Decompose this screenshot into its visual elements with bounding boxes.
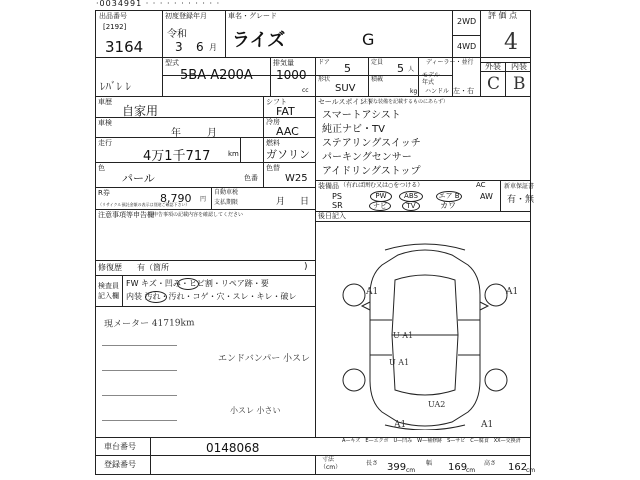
- dim-unit-2: cm: [466, 467, 476, 474]
- handle-label: ハンドル: [425, 88, 450, 95]
- drive-4wd: 4WD: [457, 42, 477, 51]
- hand-odo: 現メーター 41719km: [103, 318, 195, 330]
- inspector-line2: 内装 汚れ・汚れ・コゲ・穴・スレ・キレ・破レ: [126, 292, 297, 301]
- color-label: 色: [98, 164, 105, 172]
- doors-value: 5: [344, 62, 351, 75]
- top-strip: ·0034991 · · · · · · · · · · ·: [96, 0, 221, 8]
- dim-length: 399: [387, 462, 407, 473]
- shift-value: FAT: [276, 105, 295, 118]
- mark-ua2-rear: UA2: [428, 400, 446, 409]
- equip-sr: SR: [332, 201, 343, 210]
- color-value: パール: [122, 172, 155, 185]
- mark-a1-rl: A1: [394, 420, 407, 430]
- ac-label: 冷房: [266, 118, 280, 126]
- colorno-label: 色替: [266, 164, 280, 172]
- handle-opts: 左・右: [453, 87, 474, 95]
- mark-a1-fl: A1: [366, 287, 379, 297]
- inspector-label: 検査員: [98, 282, 119, 290]
- inspector-label2: 記入欄: [98, 292, 119, 300]
- recycle-note: （リサイクル預託金額の表示は別途ご確認下さい）: [98, 202, 190, 207]
- hand-line-1: [102, 345, 177, 346]
- rating-ext-label: 外装: [485, 62, 501, 71]
- dim-height-label: 高さ: [484, 460, 497, 467]
- rating-int-label: 内装: [511, 62, 527, 71]
- hand-note-1: エンドバンパー 小スレ: [218, 354, 311, 364]
- equip-navi: ナビ: [369, 201, 391, 211]
- notes-label: 注意事項等申告欄: [98, 211, 154, 219]
- tax-label2: 支払期限: [214, 199, 239, 206]
- dim-height: 162: [508, 462, 528, 473]
- colorno-code-label: 色番: [244, 174, 258, 182]
- dim-unit-1: cm: [406, 467, 416, 474]
- feature-item: 純正ナビ・TV: [322, 124, 385, 135]
- notes-small: 申告事項の記載内容を確認してください: [153, 212, 244, 218]
- dim-width-label: 幅: [426, 460, 433, 467]
- dim-length-label: 長さ: [366, 460, 379, 467]
- mark-a1-fr: A1: [506, 287, 519, 297]
- displacement-value: 1000: [276, 68, 307, 82]
- circled-mark-1: [177, 278, 199, 290]
- hand-line-4: [102, 420, 177, 421]
- inspection-label: 車検: [98, 119, 112, 127]
- hand-note-2: 小スレ 小さい: [230, 406, 281, 415]
- dim-label2: （cm）: [320, 464, 342, 471]
- equipment-note: （有れば囲む又は○をつける）: [340, 182, 424, 189]
- shape-label: 形状: [318, 76, 331, 83]
- dim-width: 169: [448, 462, 468, 473]
- equip-ac: AC: [476, 181, 486, 189]
- chassis-value: 0148068: [206, 441, 260, 455]
- diagram-legend: A—キズ E—エクボ U—凹み W—補修跡 S—サビ C—腐食 XX—交換済: [342, 438, 521, 444]
- first-reg-month-unit: 月: [209, 43, 217, 52]
- car-damage-diagram: [340, 240, 510, 430]
- equip-airbag: エア B: [436, 191, 462, 202]
- features-list: [322, 109, 421, 179]
- equip-pw: PW: [370, 191, 392, 202]
- recycle-value: 8,790: [160, 192, 192, 205]
- hand-mark: ﾚﾊﾞﾚ ﾚ: [100, 80, 131, 93]
- feature-item: アイドリングストップ: [322, 166, 421, 177]
- first-reg-label: 初度登録年月: [165, 12, 207, 20]
- equip-ps: PS: [332, 192, 342, 201]
- chassis-label: 車台番号: [104, 442, 136, 451]
- recycle-unit: 円: [200, 196, 207, 203]
- feature-item: ステアリングスイッチ: [322, 138, 421, 149]
- load-label: 積載: [371, 76, 384, 83]
- mileage-label: 走行: [98, 139, 112, 147]
- first-reg-month: 6: [196, 40, 204, 54]
- new-warranty-label: 新車保証書: [504, 183, 535, 190]
- first-reg-year: 3: [175, 40, 183, 54]
- mileage-unit: km: [228, 150, 239, 158]
- inspection-month-unit: 月: [207, 128, 217, 139]
- feature-item: パーキングセンサー: [322, 152, 412, 163]
- usage-label: 車歴: [98, 98, 112, 106]
- mileage-value: 4万1千717: [143, 149, 211, 164]
- fuel-value: ガソリン: [266, 148, 310, 161]
- equipment-label: 装備品: [318, 182, 339, 190]
- inspector-line1: FW キズ・凹み・ヒビ割・リペア跡・要: [126, 279, 269, 288]
- equip-aw: AW: [480, 192, 493, 201]
- repair-close: ): [304, 262, 308, 272]
- mark-ua1-door1: U A1: [393, 331, 414, 340]
- load-unit: kg: [410, 88, 418, 95]
- features-label: セールスポイント: [318, 98, 374, 106]
- dealer-label: ディーラー・並行: [426, 59, 474, 66]
- type-code-value: 5BA-A200A: [180, 68, 253, 83]
- repair-label: 修復歴: [98, 263, 122, 272]
- fuel-label: 燃料: [266, 139, 280, 147]
- equip-leather: カワ: [440, 201, 456, 210]
- dim-label1: 寸法: [322, 456, 335, 463]
- circled-mark-2: [145, 291, 167, 303]
- new-warranty-value: 有・無: [507, 195, 535, 205]
- dim-unit-3: cm: [526, 467, 536, 474]
- inspection-year-unit: 年: [171, 128, 181, 139]
- seats-label: 定員: [371, 59, 384, 66]
- tax-month-unit: 月: [276, 197, 286, 207]
- rating-int: B: [513, 74, 526, 94]
- model-grade: G: [362, 30, 375, 49]
- model-label: 車名・グレード: [228, 12, 277, 20]
- registration-label: 登録番号: [104, 460, 136, 469]
- feature-item: スマートアシスト: [322, 110, 401, 121]
- shift-label: シフト: [266, 98, 287, 106]
- lot-number: 3164: [105, 38, 144, 56]
- ac-value: AAC: [276, 125, 299, 138]
- usage-value: 自家用: [122, 104, 159, 118]
- rating-label: 評 価 点: [488, 11, 518, 20]
- hand-line-3: [102, 395, 177, 396]
- tax-label: 自動車税: [214, 189, 239, 196]
- repair-value: 有（箇所: [137, 263, 169, 272]
- hand-line-2: [102, 370, 177, 371]
- seats-value: 5: [397, 62, 404, 75]
- rating-score: 4: [504, 30, 518, 55]
- doors-label: ドア: [318, 59, 330, 66]
- lot-label: 出品番号: [99, 12, 127, 20]
- tax-day-unit: 日: [300, 197, 310, 207]
- lot-code: [2192]: [103, 23, 127, 31]
- dealer-model: モデル: [422, 72, 440, 79]
- mark-ua1-door2: U A1: [389, 358, 410, 367]
- dealer-year: 年式: [422, 79, 435, 86]
- features-label-note: （主要な装備を記載するものにあらず）: [358, 99, 449, 105]
- rear-notes-label: 後日記入: [318, 212, 346, 220]
- seats-unit: 人: [408, 66, 415, 73]
- mark-a1-rr: A1: [481, 420, 494, 430]
- equip-tv: TV: [402, 201, 420, 211]
- first-reg-era: 令和: [167, 29, 187, 40]
- drive-2wd: 2WD: [457, 17, 477, 26]
- recycle-label: R券: [98, 189, 110, 197]
- model-name: ライズ: [232, 30, 286, 51]
- type-code-label: 型式: [165, 59, 179, 67]
- displacement-unit: cc: [302, 87, 309, 94]
- equip-abs: ABS: [399, 191, 423, 202]
- shape-value: SUV: [335, 83, 356, 94]
- displacement-label: 排気量: [273, 59, 294, 67]
- rating-ext: C: [487, 74, 501, 94]
- colorno-code: W25: [285, 173, 308, 184]
